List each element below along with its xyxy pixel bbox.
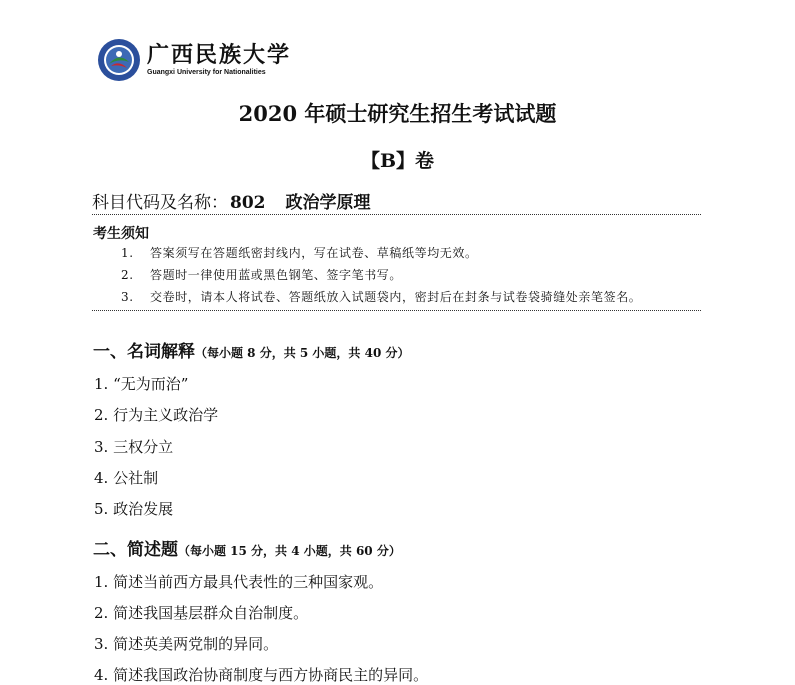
notice-item-number: 3. [121, 290, 134, 304]
notice-heading: 考生须知 [93, 226, 149, 242]
question-item: 4. 简述我国政治协商制度与西方协商民主的异同。 [94, 666, 429, 684]
notice-item [121, 266, 402, 283]
notice-item-number: 2. [121, 268, 134, 282]
section-subtitle: （每小题 8 分，共 5 小题，共 40 分） [195, 346, 410, 360]
university-name-cn: 广西民族大学 [147, 42, 292, 68]
question-item: 3. 简述英美两党制的异同。 [94, 635, 279, 653]
section-title: 一、名词解释 [93, 342, 195, 362]
university-logo [97, 38, 292, 82]
question-item: 2. 简述我国基层群众自治制度。 [94, 604, 309, 622]
university-seal-icon [97, 38, 141, 82]
section-heading [93, 337, 409, 362]
question-item: 5. 政治发展 [94, 500, 174, 518]
subject-code: 802 [230, 193, 266, 213]
question-item: 2. 行为主义政治学 [94, 406, 219, 424]
section-title: 二、简述题 [93, 540, 178, 560]
question-item: 3. 三权分立 [94, 438, 174, 456]
question-item: 1. “无为而治” [94, 375, 189, 393]
dotted-divider-top [92, 214, 701, 215]
notice-item [121, 288, 641, 305]
paper-version-label: 【B】卷 [360, 150, 435, 172]
dotted-divider-bottom [92, 310, 701, 311]
section-heading [93, 535, 401, 560]
section-subtitle: （每小题 15 分，共 4 小题，共 60 分） [178, 544, 401, 558]
exam-title: 2020 年硕士研究生招生考试试题 [238, 101, 557, 126]
notice-item-text: 答案须写在答题纸密封线内，写在试卷、草稿纸等均无效。 [150, 246, 478, 260]
subject-line [92, 188, 371, 213]
subject-name: 政治学原理 [285, 193, 371, 213]
subject-label: 科目代码及名称： [92, 193, 228, 213]
notice-item-text: 交卷时，请本人将试卷、答题纸放入试题袋内，密封后在封条与试卷袋骑缝处亲笔签名。 [150, 290, 642, 304]
notice-item [121, 244, 478, 261]
university-name-en: Guangxi University for Nationalities [147, 69, 266, 76]
question-item: 1. 简述当前西方最具代表性的三种国家观。 [94, 573, 384, 591]
question-item: 4. 公社制 [94, 469, 159, 487]
notice-item-number: 1. [121, 246, 134, 260]
notice-item-text: 答题时一律使用蓝或黑色钢笔、签字笔书写。 [150, 268, 403, 282]
